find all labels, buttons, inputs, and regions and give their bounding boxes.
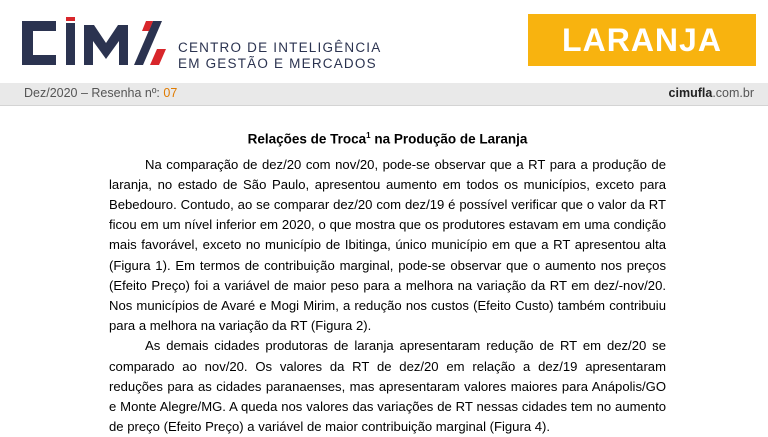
product-badge: LARANJA <box>528 14 756 66</box>
issue-band <box>0 83 768 106</box>
cim-logo <box>22 17 172 69</box>
issue-label <box>24 86 177 100</box>
organization-name <box>178 40 381 72</box>
site-name: cimufla <box>668 86 713 100</box>
footnote-ref[interactable]: 1 <box>366 131 371 140</box>
paragraph-1: Na comparação de dez/20 com nov/20, pode-se observar que a RT para a produção de laranja, no estado de São Paulo, apresentou aumento em todos os municípios, exceto para Bebedouro. Contudo, ao se comparar dez/20 com dez/19 é possível verificar que o valor da RT ficou em um nível inferior em 2020, o que mostra que os produtores estavam em uma condição mais favorável, exceto no município de Ibitinga, único município em que a RT apresentou alta (Figura 1). Em termos de contribuição marginal, pode-se observar que o aumento nos preços (Efeito Preço) foi a variável de maior peso para a melhora na variação da RT em dez/-nov/20. Nos municípios de Avaré e Mogi Mirim, a redução nos custos (Efeito Custo) também contribuiu para a melhora na variação da RT (Figura 2). <box>109 156 666 334</box>
issue-prefix: Dez/2020 – Resenha nº: <box>24 86 164 100</box>
paragraph-2: As demais cidades produtoras de laranja apresentaram redução de RT em dez/20 se comparado ao nov/20. Os valores da RT de dez/20 em relação a dez/19 apresentaram reduções para as cidades paranaenses, mas apresentaram valores maiores para Anápolis/GO e Monte Alegre/MG. A queda nos valores das variações de RT nessas cidades tem no aumento de preço (Efeito Preço) a variável de maior contribuição marginal (Figura 4). <box>109 338 666 435</box>
article-title <box>109 131 666 147</box>
org-line-1: CENTRO DE INTELIGÊNCIA <box>178 40 382 55</box>
article-body <box>109 131 666 437</box>
title-text: Relações de Troca <box>247 131 367 147</box>
title-text-rest: na Produção de Laranja <box>370 131 528 147</box>
issue-number: 07 <box>163 86 178 100</box>
org-line-2: EM GESTÃO E MERCADOS <box>178 56 377 71</box>
site-link[interactable] <box>669 86 754 100</box>
site-domain: .com.br <box>712 86 754 100</box>
